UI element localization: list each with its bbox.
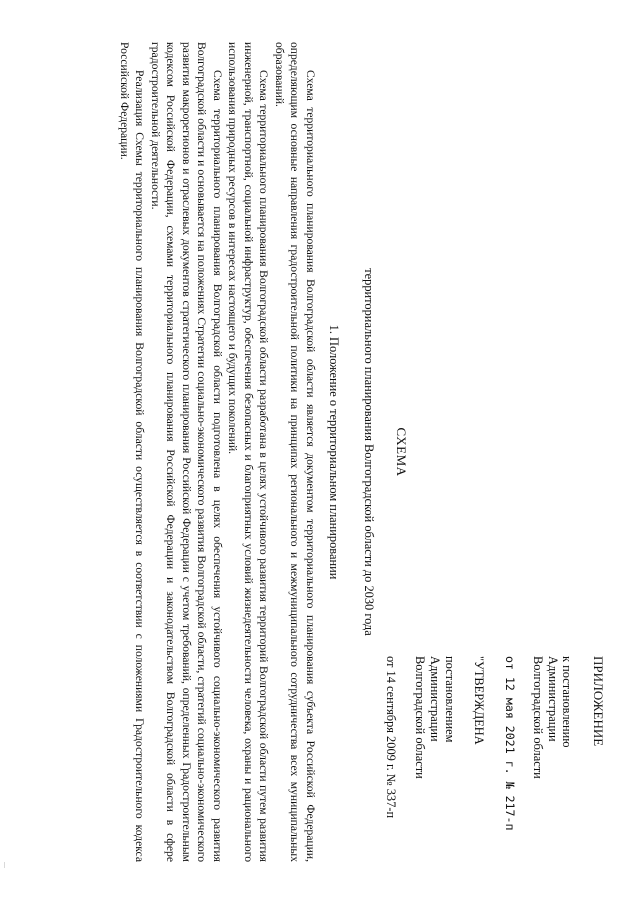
scan-edge-mark — [4, 862, 5, 868]
approval-block — [384, 656, 607, 866]
approved-by-line-2: Администрации — [428, 656, 443, 742]
rotated-document-content — [30, 22, 610, 882]
approved-date: от 14 сентября 2009 г. № 337-п — [384, 656, 399, 819]
paragraph: Реализация Схемы территориального планирования Волгоградской области осуществляется в соответствии с положениями Градостроительного кодекса Российской Федерации. — [117, 42, 147, 862]
paragraph: Схема территориального планирования Волгоградской области разработана в целях устойчивого развития территорий Волгоградской области путем развития инженерной, транспортной, социальной инфраструктур, обеспечения безопасных и благоприятных условий жизнедеятельности человека, охраны и рационального использования природных ресурсов в интересах настоящего и будущих поколений. — [226, 42, 271, 862]
paragraph: Схема территориального планирования Волгоградской области является документом территориального планирования субъекта Российской Федерации, определяющим основные направления градостроительной политики на принципах регионального и межмуниципального сотрудничества всех муниципальных образований. — [272, 42, 317, 862]
approval-org-line-2: Волгоградской области — [530, 656, 545, 779]
document-body — [116, 42, 318, 862]
section-heading: 1. Положение о территориальном планировании — [327, 324, 342, 580]
document-title: СХЕМА — [394, 427, 409, 477]
approved-by-line-1: постановлением — [443, 656, 457, 743]
document-subtitle: территориального планирования Волгоградской области до 2030 года — [361, 268, 376, 636]
paragraph: Схема территориального планирования Волгоградской области подготовлена в целях обеспечения устойчивого социально-экономического развития Волгоградской области и основывается на положениях Стратегии социально-экономического развития Волгоградской области, стратегий социально-экономического развития макрорегионов и отраслевых документов стратегического планирования Российской Федерации с учетом требований, определенных Градостроительным кодексом Российской Федерации, схемами территориального планирования Российской Федерации и законодательством Волгоградской области в сфере градостроительной деятельности. — [148, 42, 224, 862]
approved-heading: "УТВЕРЖДЕНА — [471, 656, 486, 745]
appendix-heading: ПРИЛОЖЕНИЕ — [591, 656, 606, 747]
document-titles — [326, 22, 410, 882]
approved-by-line-3: Волгоградской области — [413, 656, 428, 779]
approval-date-number: от 12 мая 2021 г. № 217-п — [502, 656, 517, 831]
approval-org-line-1: Администрации — [545, 656, 560, 742]
approval-to: к постановлению — [560, 656, 575, 748]
